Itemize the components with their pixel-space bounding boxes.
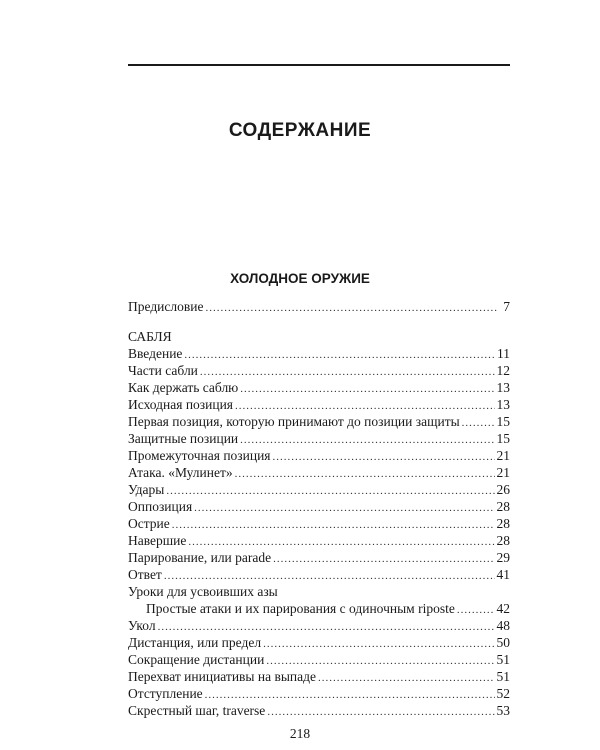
toc-entry-page: 28 <box>496 533 510 548</box>
toc-entry-label: Введение <box>128 346 183 361</box>
toc-entry-label: Укол <box>128 618 156 633</box>
toc-entry-page: 21 <box>496 465 510 480</box>
toc-entry-page: 7 <box>503 299 510 314</box>
toc-entry[interactable] <box>128 702 510 719</box>
toc-entry[interactable] <box>128 566 510 583</box>
toc-entry[interactable] <box>128 413 510 430</box>
toc-entry-page: 29 <box>496 550 510 565</box>
toc-entry-page: 11 <box>497 346 510 361</box>
toc-entry-page: 50 <box>496 635 510 650</box>
toc-entry-page: 26 <box>496 482 510 497</box>
toc-entry-page: 15 <box>496 414 510 429</box>
toc-entry[interactable] <box>128 532 510 549</box>
toc-entry[interactable] <box>128 515 510 532</box>
toc-entry-page: 12 <box>496 363 510 378</box>
toc-entry[interactable] <box>128 379 510 396</box>
toc-entry-label: Ответ <box>128 567 162 582</box>
toc-entry-page: 15 <box>496 431 510 446</box>
toc-entry-page: 28 <box>496 499 510 514</box>
toc-entry-label: Предисловие <box>128 299 204 314</box>
toc-entry-label: Части сабли <box>128 363 198 378</box>
toc-entry-label: Первая позиция, которую принимают до позиции защиты <box>128 414 460 429</box>
toc-entry[interactable] <box>128 464 510 481</box>
header-rule <box>128 64 510 66</box>
toc-entry[interactable] <box>128 668 510 685</box>
toc-entry-label: Сокращение дистанции <box>128 652 265 667</box>
toc-entry[interactable] <box>128 634 510 651</box>
toc-entry-page: 53 <box>496 703 510 718</box>
toc-entry-label: Дистанция, или предел <box>128 635 262 650</box>
toc-entry[interactable] <box>128 396 510 413</box>
toc-entry-page: 51 <box>496 669 510 684</box>
toc-entry-label: Парирование, или parade <box>128 550 272 565</box>
toc-entry[interactable] <box>128 481 510 498</box>
toc-entry-label: Удары <box>128 482 165 497</box>
toc-entry[interactable] <box>128 430 510 447</box>
toc-entry[interactable] <box>128 617 510 634</box>
toc-entry-label: Промежуточная позиция <box>128 448 271 463</box>
toc-entry-label: Скрестный шаг, traverse <box>128 703 266 718</box>
toc-entry-page: 13 <box>496 397 510 412</box>
toc-entry-page: 42 <box>496 601 510 616</box>
toc-entry-label: Простые атаки и их парирования с одиночным riposte <box>146 601 455 616</box>
toc-entry-label: Оппозиция <box>128 499 193 514</box>
toc-entry[interactable] <box>128 498 510 515</box>
toc-subgroup-heading[interactable]: Уроки для усвоивших азы <box>128 584 278 599</box>
toc-entry-page: 21 <box>496 448 510 463</box>
toc-entry-page: 13 <box>496 380 510 395</box>
toc-entry[interactable] <box>128 345 510 362</box>
section-title: ХОЛОДНОЕ ОРУЖИЕ <box>230 271 370 286</box>
toc-entry-page: 48 <box>496 618 510 633</box>
toc-entry-page: 41 <box>496 567 510 582</box>
dot-leader <box>205 300 498 317</box>
toc-entry[interactable] <box>128 651 510 668</box>
toc-entry[interactable] <box>128 600 510 617</box>
toc-entry-label: Навершие <box>128 533 187 548</box>
toc-group-heading: САБЛЯ <box>128 329 172 344</box>
dot-leader <box>267 704 494 721</box>
toc-entry[interactable] <box>128 685 510 702</box>
toc-entry-page: 28 <box>496 516 510 531</box>
toc-entry-page: 52 <box>496 686 510 701</box>
toc-entry-label: Атака. «Мулинет» <box>128 465 233 480</box>
toc-entry-label: Перехват инициативы на выпаде <box>128 669 316 684</box>
toc-entry-label: Острие <box>128 516 170 531</box>
toc-entry-preface[interactable] <box>128 298 510 315</box>
toc-entry-label: Как держать саблю <box>128 380 239 395</box>
toc-entry-label: Отступление <box>128 686 203 701</box>
page-title: СОДЕРЖАНИЕ <box>228 120 372 141</box>
toc-entry-label: Исходная позиция <box>128 397 234 412</box>
toc-entry[interactable] <box>128 362 510 379</box>
toc-entry[interactable] <box>128 447 510 464</box>
toc-entry-label: Защитные позиции <box>128 431 239 446</box>
toc-entry[interactable] <box>128 549 510 566</box>
page-number: 218 <box>289 726 311 741</box>
toc-entry-page: 51 <box>496 652 510 667</box>
